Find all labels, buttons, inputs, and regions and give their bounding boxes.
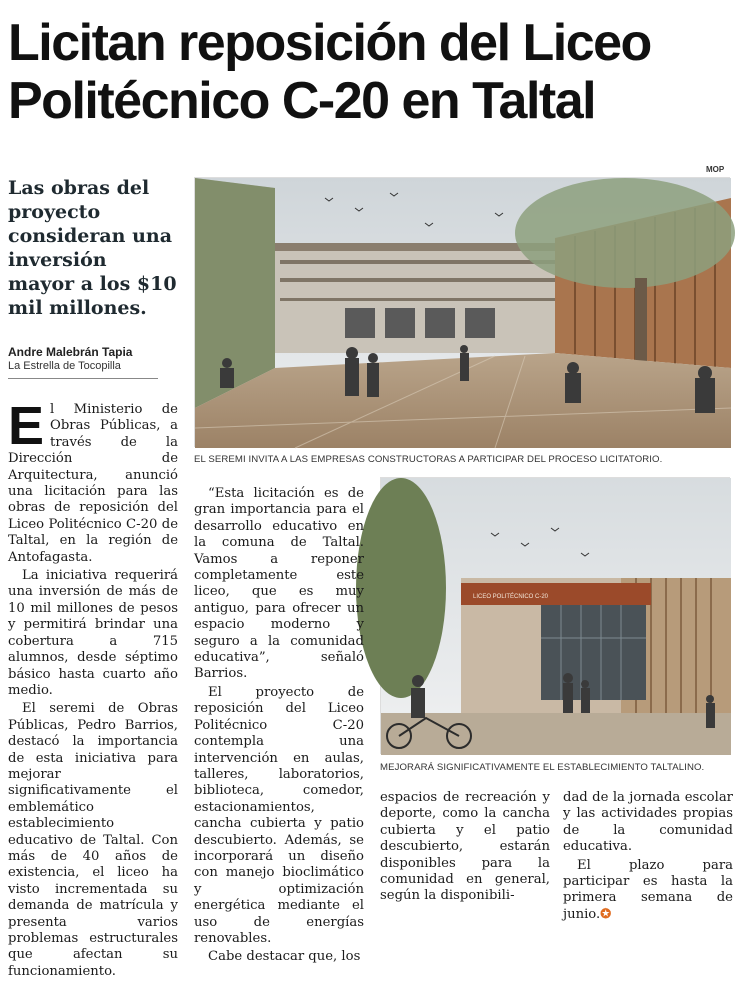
caption-courtyard: EL SEREMI INVITA A LAS EMPRESAS CONSTRUCTORAS A PARTICIPAR DEL PROCESO LICITATORIO. <box>194 454 663 465</box>
headline <box>8 14 732 130</box>
subhead: Las obras del proyecto consideran una inversión mayor a los $10 mil millones. <box>8 177 177 319</box>
byline-divider <box>8 378 158 379</box>
author-name: Andre Malebrán Tapia <box>8 345 133 359</box>
headline-line-1: Licitan reposición del Liceo <box>8 14 651 72</box>
facade-render-image <box>381 478 731 755</box>
paragraph: “Esta licitación es de gran importancia para el desarrollo educativo en la comuna de Taltal. Vamos a reponer completamente este liceo, que es muy antiguo, para ofrecer un espacio moderno y seguro a la comunidad educativa”, señaló Barrios. <box>194 486 364 682</box>
facade-sign: LICEO POLITÉCNICO C-20 <box>473 594 549 600</box>
end-mark-icon: ✪ <box>600 906 612 922</box>
paragraph: El plazo para participar es hasta la primera semana de junio.✪ <box>563 857 733 922</box>
paragraph: dad de la jornada escolar y las actividades propias de la comunidad educativa. <box>563 790 733 855</box>
paragraph: Cabe destacar que, los <box>208 949 361 965</box>
body-column-1 <box>8 396 178 982</box>
body-column-4 <box>563 790 733 925</box>
drop-cap: E <box>8 396 45 456</box>
body-column-3 <box>380 790 550 907</box>
paragraph: El seremi de Obras Públicas, Pedro Barrios, destacó la importancia de esta iniciativa para mejorar significativamente el emblemático establecimiento educativo de Taltal. Con más de 40 años de existencia, el liceo ha visto incrementada su demanda de matrícula y presenta varios problemas estructurales que afectan su funcionamiento. <box>8 701 178 979</box>
courtyard-render-image <box>195 178 731 448</box>
body-column-2 <box>194 486 364 968</box>
paragraph: espacios de recreación y deporte, como la cancha cubierta y el patio descubierto, estarán disponibles para la comunidad en general, según la disponibili- <box>380 790 550 904</box>
photo-facade <box>380 477 730 754</box>
paragraph: El proyecto de reposición del Liceo Politécnico C-20 contempla una intervención en aulas, talleres, laboratorios, biblioteca, comedor, estacionamientos, cancha cubierta y patio descubierto. Además, se incorporará un diseño con manejo bioclimático y optimización energética mediante el uso de energías renovables. <box>194 684 364 946</box>
caption-facade: MEJORARÁ SIGNIFICATIVAMENTE EL ESTABLECIMIENTO TALTALINO. <box>380 762 705 773</box>
headline-line-2: Politécnico C-20 en Taltal <box>8 72 596 130</box>
photo-courtyard <box>194 177 730 447</box>
author-outlet: La Estrella de Tocopilla <box>8 360 121 372</box>
byline <box>8 345 178 372</box>
paragraph: La iniciativa requerirá una inversión de más de 10 mil millones de pesos y permitirá brindar una cobertura a 715 alumnos, desde séptimo básico hasta cuarto año medio. <box>8 568 178 698</box>
paragraph: El Ministerio de Obras Públicas, a través de la Dirección de Arquitectura, anunció una licitación para las obras de reposición del Liceo Politécnico C-20 de Taltal, en la región de Antofagasta. <box>8 396 178 565</box>
photo-credit: MOP <box>706 165 725 174</box>
